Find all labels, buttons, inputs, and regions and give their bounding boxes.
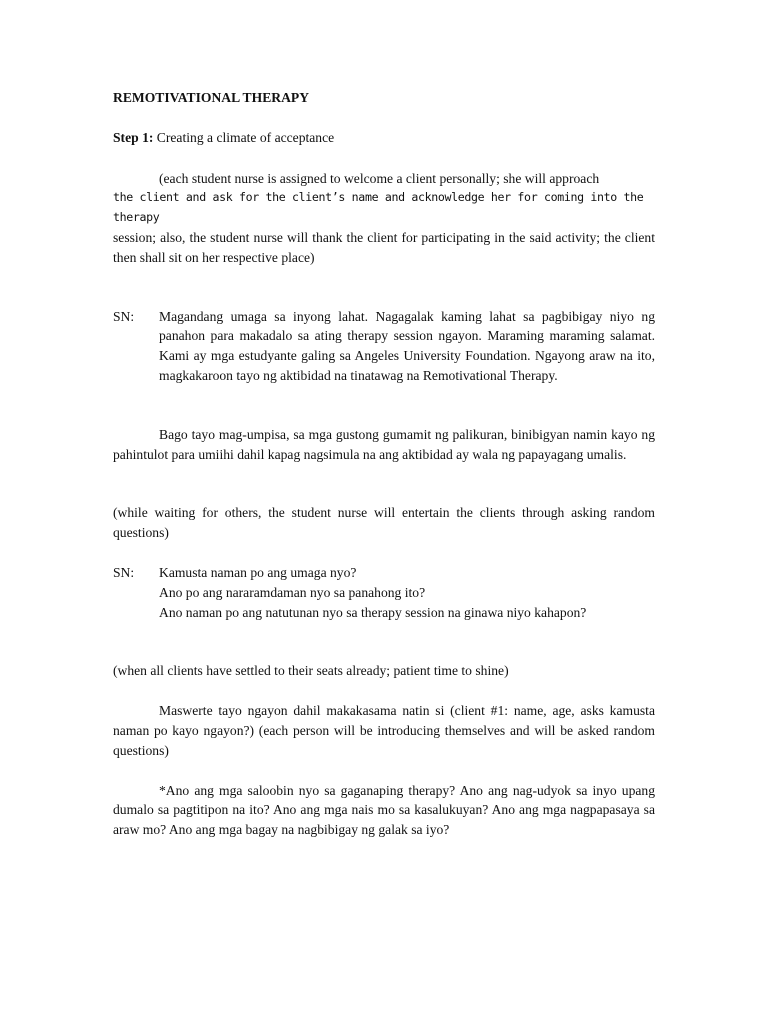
questions-paragraph: *Ano ang mga saloobin nyo sa gaganaping therapy? Ano ang nag-udyok sa inyo upang dumalo sa pagtitipon na ito? Ano ang mga nais mo sa kasalukuyan? Ano ang mga nagpapasaya sa araw mo? Ano ang mga bagay na nagbibigay ng galak sa iyo? <box>113 782 655 838</box>
step-label: Step 1: <box>113 129 154 145</box>
bathroom-paragraph: Bago tayo mag-umpisa, sa mga gustong gumamit ng palikuran, binibigyan namin kayo ng pahintulot para umiihi dahil kapag nagsimula na ang aktibidad ay wala ng papayagang umalis. <box>113 426 655 462</box>
instruction-line-1: (each student nurse is assigned to welcome a client personally; she will approach <box>159 170 600 186</box>
step-text: Creating a climate of acceptance <box>153 129 335 145</box>
document-body <box>113 88 655 840</box>
instruction-rest: session; also, the student nurse will thank the client for participating in the said activity; the client then shall sit on her respective place) <box>113 229 655 265</box>
instruction-line-2: the client and ask for the client’s name and acknowledge her for coming into the therapy <box>113 190 644 225</box>
question-item: Kamusta naman po ang umaga nyo? <box>159 564 357 580</box>
sn-questions <box>113 563 655 622</box>
speaker-label: SN: <box>113 308 135 324</box>
document-title: REMOTIVATIONAL THERAPY <box>113 90 310 105</box>
introduction-paragraph: Maswerte tayo ngayon dahil makakasama natin si (client #1: name, age, asks kamusta naman po kayo ngayon?) (each person will be introducing themselves and will be asked random questions) <box>113 703 655 758</box>
instruction-paragraph <box>113 169 655 268</box>
step-heading <box>113 128 655 148</box>
question-list <box>159 563 655 622</box>
question-item: Ano naman po ang natutunan nyo sa therapy session na ginawa niyo kahapon? <box>159 604 587 620</box>
settled-note: (when all clients have settled to their seats already; patient time to shine) <box>113 663 509 679</box>
waiting-note: (while waiting for others, the student nurse will entertain the clients through asking random questions) <box>113 505 655 541</box>
speaker-label: SN: <box>113 564 135 580</box>
question-item: Ano po ang nararamdaman nyo sa panahong ito? <box>159 584 426 600</box>
sn-greeting <box>113 307 655 386</box>
greeting-text: Magandang umaga sa inyong lahat. Nagagalak kaming lahat sa pagbibigay niyo ng panahon para makadalo sa ating therapy session ngayon. Maraming maraming salamat. Kami ay mga estudyante galing sa Angeles University Foundation. Ngayong araw na ito, magkakaroon tayo ng aktibidad na tinatawag na Remotivational Therapy. <box>159 308 655 383</box>
